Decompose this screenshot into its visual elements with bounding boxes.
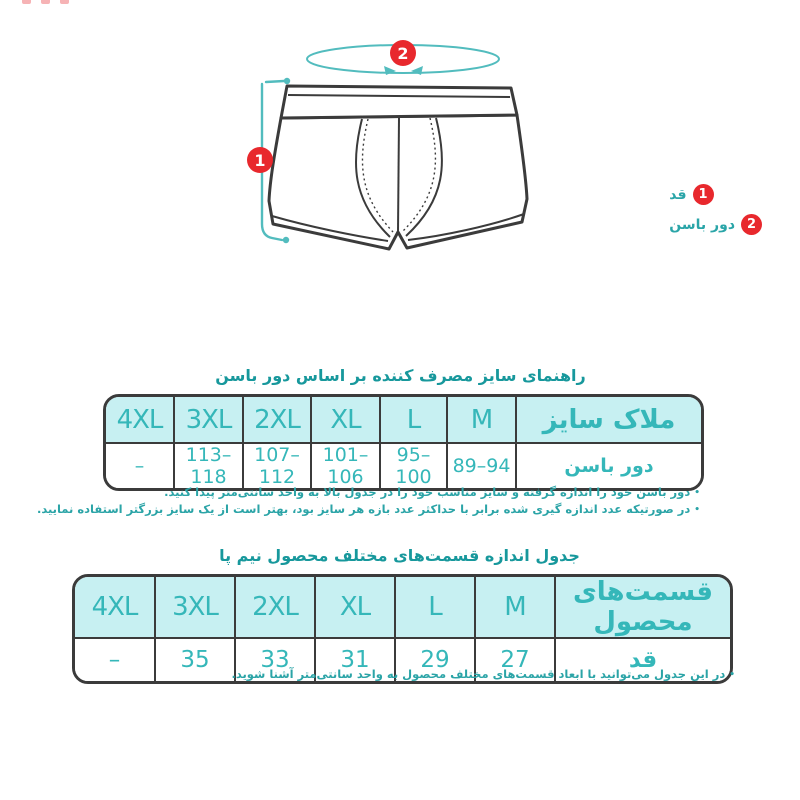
hip-value-xl: 101–106	[311, 443, 380, 488]
product-parts-header: قسمت‌های محصول	[555, 577, 730, 638]
note-measure-hip: •دور باسن خود را اندازه گرفته و سایز مناسب خود را در جدول بالا به واحد سانتی‌متر پیدا کنید.	[164, 485, 700, 499]
product-size-title: جدول اندازه قسمت‌های مختلف محصول نیم پا	[219, 546, 580, 565]
bullet-icon: •	[729, 670, 735, 680]
marker-1-badge	[247, 147, 273, 173]
hip-table-value-row	[106, 443, 701, 488]
boxer-briefs-illustration	[269, 86, 527, 249]
cropped-watermark	[22, 0, 69, 4]
length-row-label: قد	[555, 638, 730, 681]
hip-value-2xl: 107–112	[243, 443, 311, 488]
marker-2-number: 2	[397, 44, 409, 63]
legend-1-label: قد	[669, 186, 687, 203]
hip-size-table	[103, 394, 704, 491]
bullet-icon: •	[694, 488, 700, 498]
size-criterion-header: ملاک سایز	[516, 397, 701, 443]
hip-value-l: 95–100	[380, 443, 447, 488]
note-size-up: •در صورتیکه عدد اندازه گیری شده برابر با حداکثر عدد بازه هر سایز بود، بهتر است از یک سایز بزرگتر استفاده نمایید.	[36, 502, 700, 516]
hip-value-4xl: –	[106, 443, 174, 488]
bullet-icon: •	[694, 505, 700, 515]
size-col-m: M	[475, 577, 555, 638]
legend-2-label: دور باسن	[669, 216, 735, 233]
size-col-2xl: 2XL	[243, 397, 311, 443]
length-value-4xl: –	[75, 638, 155, 681]
hip-value-3xl: 113–118	[174, 443, 243, 488]
length-value-xl: 31	[315, 638, 395, 681]
size-col-m: M	[447, 397, 516, 443]
length-value-2xl: 33	[235, 638, 315, 681]
size-col-2xl: 2XL	[235, 577, 315, 638]
marker-2-badge	[390, 40, 416, 66]
size-col-4xl: 4XL	[106, 397, 174, 443]
size-col-3xl: 3XL	[155, 577, 235, 638]
size-col-l: L	[380, 397, 447, 443]
measurement-legend	[669, 184, 762, 235]
size-col-xl: XL	[311, 397, 380, 443]
legend-item-hip	[669, 214, 762, 235]
hip-guide-notes	[36, 484, 700, 518]
length-value-m: 27	[475, 638, 555, 681]
hip-guide-title: راهنمای سایز مصرف کننده بر اساس دور باسن	[215, 366, 586, 385]
legend-item-height	[669, 184, 713, 205]
legend-2-badge: 2	[741, 214, 762, 235]
product-table-header-row	[75, 577, 730, 638]
note-dimensions-info: •در این جدول می‌توانید با ابعاد قسمت‌های مختلف محصول به واحد سانتی‌متر آشنا شوید.	[231, 667, 735, 681]
hip-table-header-row	[106, 397, 701, 443]
length-value-l: 29	[395, 638, 475, 681]
marker-1-number: 1	[254, 151, 266, 170]
legend-1-badge: 1	[693, 184, 714, 205]
length-value-3xl: 35	[155, 638, 235, 681]
hip-row-label: دور باسن	[516, 443, 701, 488]
size-col-3xl: 3XL	[174, 397, 243, 443]
product-size-notes	[135, 666, 735, 683]
size-col-4xl: 4XL	[75, 577, 155, 638]
boxer-measurement-diagram	[240, 38, 540, 260]
size-col-xl: XL	[315, 577, 395, 638]
hip-value-m: 89–94	[447, 443, 516, 488]
size-col-l: L	[395, 577, 475, 638]
